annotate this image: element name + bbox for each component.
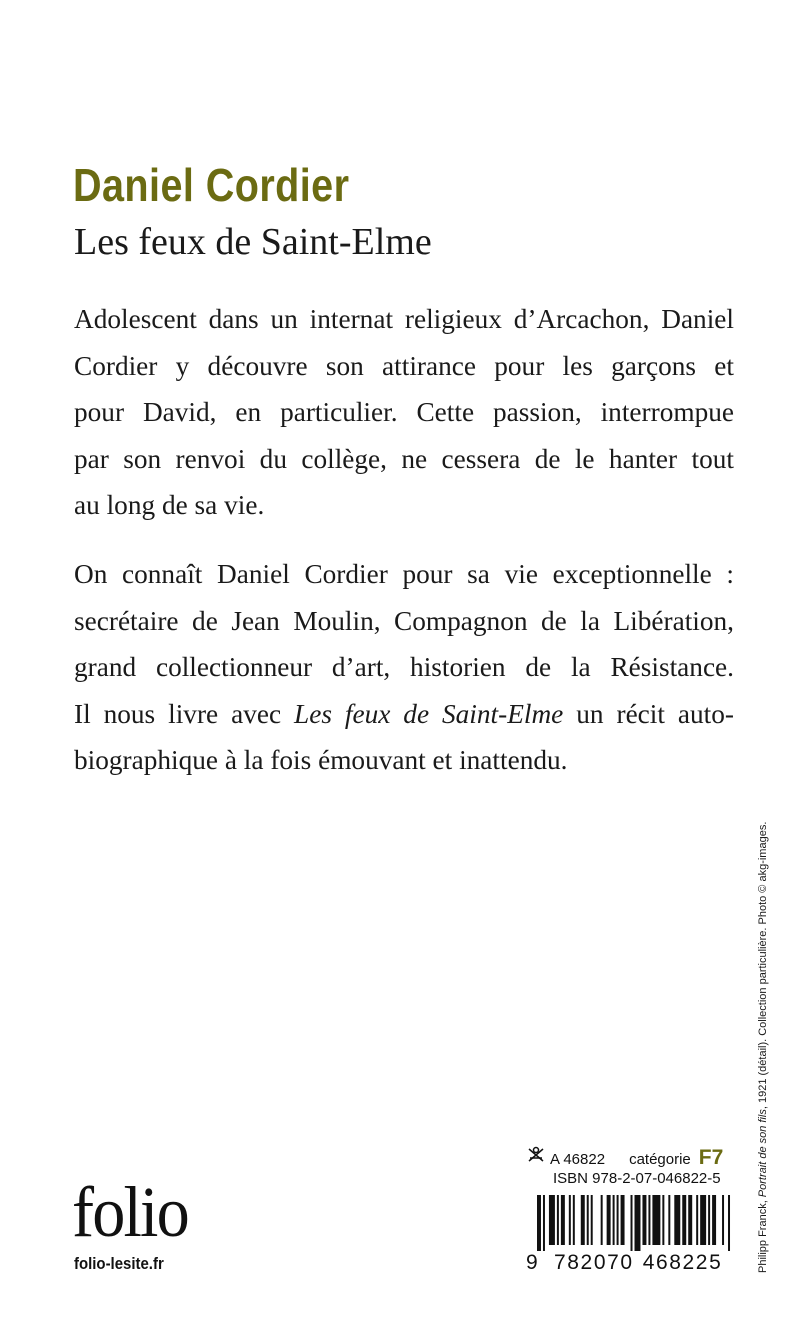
publisher-website: folio-lesite.fr (74, 1254, 164, 1273)
barcode-bar (617, 1195, 619, 1245)
barcode-bar (728, 1195, 730, 1251)
author-name: Daniel Cordier (73, 159, 350, 211)
barcode-digit-first: 9 (526, 1251, 538, 1274)
blurb-line: Cordier y découvre son attirance pour les garçons et (74, 350, 734, 381)
barcode-bar (700, 1195, 706, 1245)
catalog-row (526, 1146, 723, 1170)
blurb-line: par son renvoi du collège, ne cessera de le hanter tout (74, 443, 734, 474)
barcode-digits-group-1: 782070 (554, 1251, 634, 1274)
barcode-bar (607, 1195, 611, 1245)
barcode-bar (621, 1195, 625, 1245)
barcode-bar (688, 1195, 692, 1245)
barcode-bar (561, 1195, 565, 1245)
barcode-bar (722, 1195, 724, 1245)
barcode-bar (668, 1195, 670, 1245)
italic-book-title: Les feux de Saint-Elme (294, 698, 564, 729)
barcode-bar (591, 1195, 593, 1245)
credit-suffix: , 1921 (détail). Collection particulière. Photo © akg-images. (757, 821, 769, 1110)
credit-prefix: Philipp Franck, (757, 1197, 769, 1273)
barcode-bar (662, 1195, 664, 1245)
barcode-bar (642, 1195, 646, 1245)
barcode-bar (587, 1195, 589, 1245)
blurb-line: On connaît Daniel Cordier pour sa vie exceptionnelle : (74, 559, 734, 589)
barcode-bar (581, 1195, 585, 1245)
barcode-bar (652, 1195, 660, 1245)
barcode-bar (569, 1195, 571, 1245)
barcode-bar (708, 1195, 710, 1245)
blurb-line: au long de sa vie. (74, 490, 265, 520)
barcode-bar (635, 1195, 641, 1251)
folio-logo: folio (72, 1172, 188, 1252)
blurb-line: biographique à la fois émouvant et inattendu. (74, 745, 568, 775)
barcode-bar (573, 1195, 575, 1245)
barcode-bar (557, 1195, 559, 1245)
barcode-bar (712, 1195, 716, 1245)
blurb-paragraph-2 (74, 551, 734, 784)
blurb-line: Adolescent dans un internat religieux d’Arcachon, Daniel (74, 304, 734, 334)
barcode-bar (631, 1195, 633, 1251)
barcode-bar (601, 1195, 603, 1245)
photo-credit (757, 822, 769, 1273)
book-title: Les feux de Saint-Elme (74, 221, 432, 263)
blurb-line (74, 691, 734, 738)
barcode-digits (526, 1251, 731, 1275)
barcode-bar (696, 1195, 698, 1245)
category-label: catégorie (629, 1151, 691, 1168)
blurb-line: grand collectionneur d’art, historien de la Résistance. (74, 652, 734, 682)
blurb-text: Il nous livre avec (74, 698, 295, 729)
credit-artwork-title: Portrait de son fils (757, 1109, 769, 1198)
blurb-line: secrétaire de Jean Moulin, Compagnon de la Libération, (74, 605, 734, 636)
blurb-line: pour David, en particulier. Cette passion, interrompue (74, 397, 734, 427)
barcode-bar (682, 1195, 686, 1245)
category-value: F7 (698, 1146, 724, 1169)
barcode-bar (648, 1195, 650, 1245)
barcode-bar (613, 1195, 615, 1245)
barcode-bar (537, 1195, 541, 1251)
barcode (537, 1195, 732, 1251)
barcode-bar (543, 1195, 545, 1251)
blurb-text: un récit auto- (563, 698, 734, 729)
gallimard-glyph-icon (526, 1146, 546, 1169)
blurb-paragraph-1 (74, 296, 734, 529)
catalog-code: A 46822 (550, 1151, 606, 1168)
barcode-digits-group-2: 468225 (642, 1251, 723, 1274)
isbn: ISBN 978-2-07-046822-5 (553, 1170, 721, 1187)
barcode-bar (549, 1195, 555, 1245)
barcode-bar (674, 1195, 680, 1245)
